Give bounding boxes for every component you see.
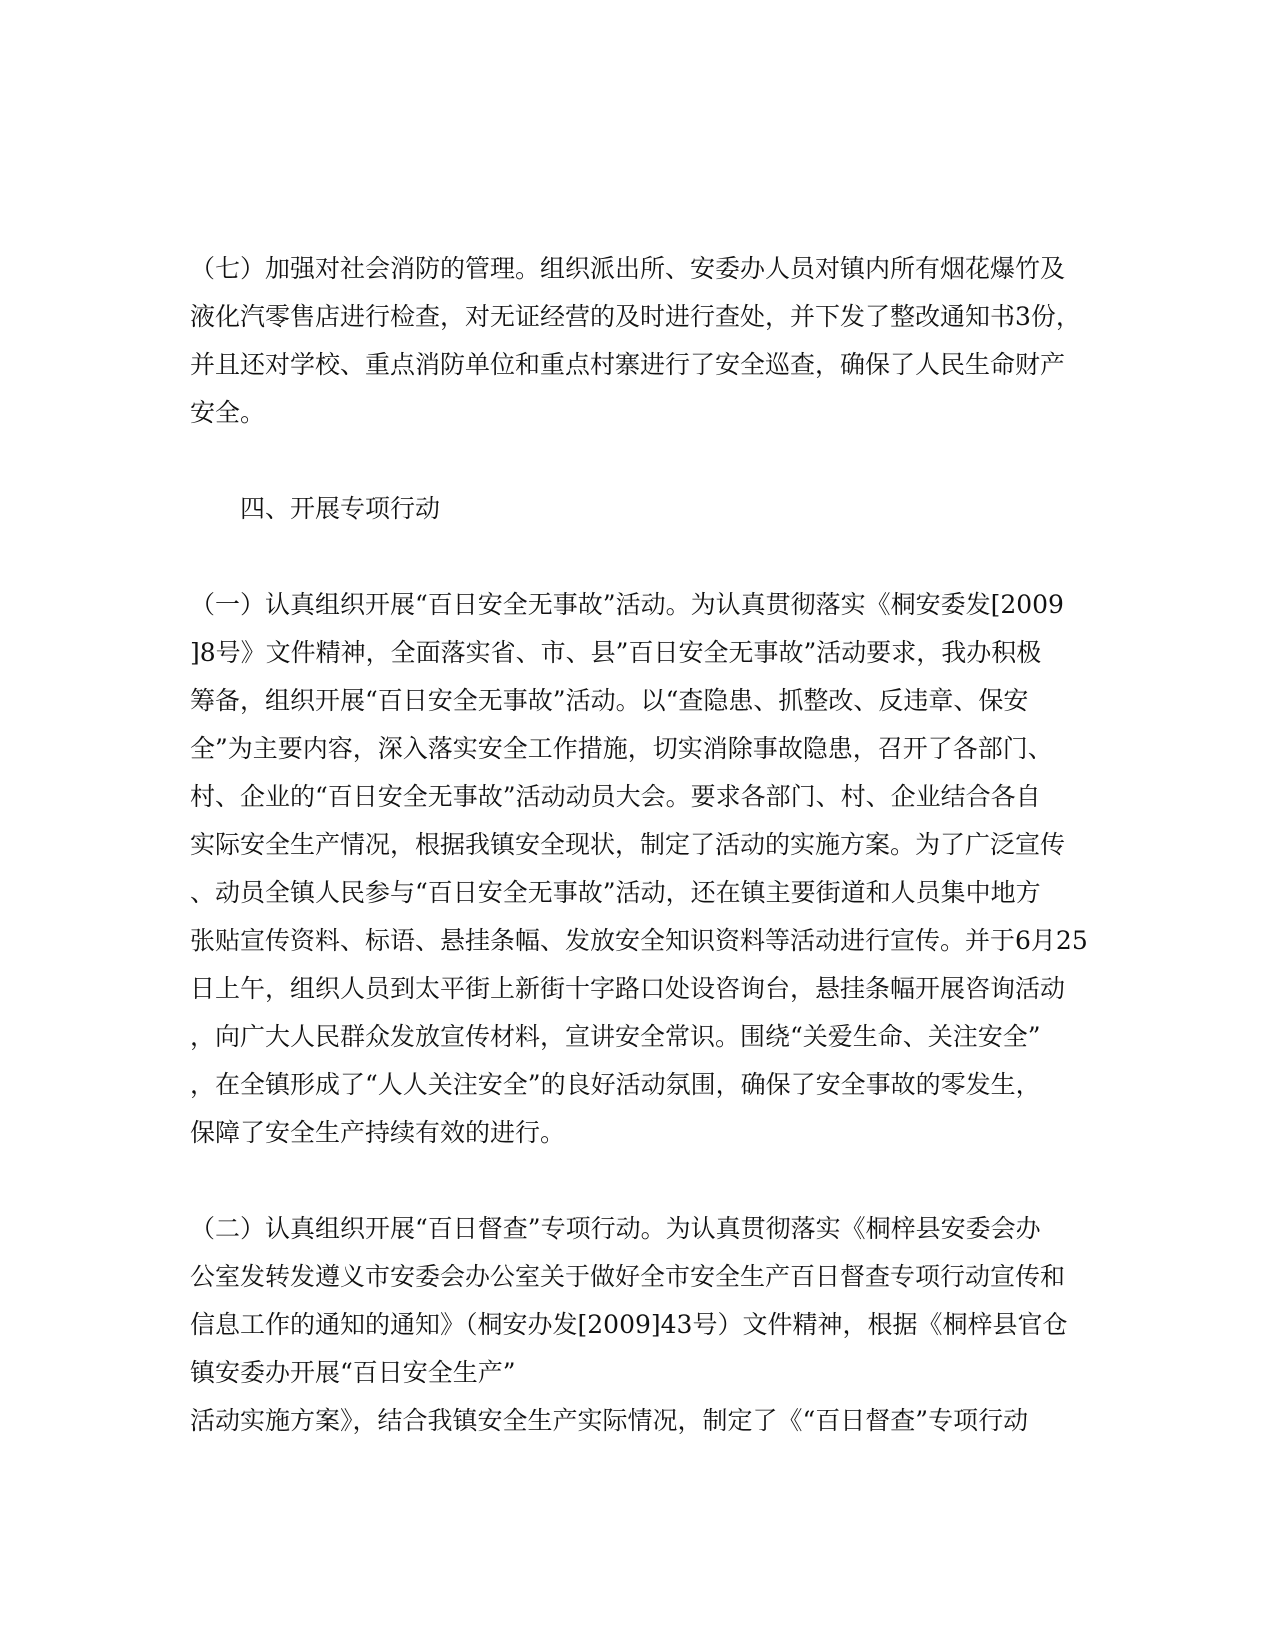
text-line: 活动实施方案》，结合我镇安全生产实际情况，制定了《“百日督查”专项行动 <box>190 1406 1029 1435</box>
text-line: 保障了安全生产持续有效的进行。 <box>190 1118 566 1147</box>
text-line: 张贴宣传资料、标语、悬挂条幅、发放安全知识资料等活动进行宣传。并于6月25 <box>190 926 1088 955</box>
text-line: ，在全镇形成了“人人关注安全”的良好活动氛围，确保了安全事故的零发生， <box>190 1070 1041 1099</box>
text-line: （一）认真组织开展“百日安全无事故”活动。为认真贯彻落实《桐安委发[2009 <box>190 590 1064 619</box>
text-line: 、动员全镇人民参与“百日安全无事故”活动，还在镇主要街道和人员集中地方 <box>190 878 1041 907</box>
paragraph-spacer <box>190 437 1080 485</box>
heading-line: 四、开展专项行动 <box>240 494 441 523</box>
text-line: （二）认真组织开展“百日督查”专项行动。为认真贯彻落实《桐梓县安委会办 <box>190 1214 1041 1243</box>
text-line: ，向广大人民群众发放宣传材料，宣讲安全常识。围绕“关爱生命、关注安全” <box>190 1022 1041 1051</box>
paragraph-spacer <box>190 1157 1080 1205</box>
text-line: 村、企业的“百日安全无事故”活动动员大会。要求各部门、村、企业结合各自 <box>190 782 1041 811</box>
text-line: 液化汽零售店进行检查，对无证经营的及时进行查处，并下发了整改通知书3份， <box>190 302 1081 331</box>
section-heading <box>190 485 1080 533</box>
text-line: 信息工作的通知的通知》（桐安办发[2009]43号）文件精神，根据《桐梓县官仓 <box>190 1310 1068 1339</box>
paragraph-hundred-days-inspection <box>190 1205 1080 1445</box>
text-line: 实际安全生产情况，根据我镇安全现状，制定了活动的实施方案。为了广泛宣传 <box>190 830 1066 859</box>
text-line: 并且还对学校、重点消防单位和重点村寨进行了安全巡查，确保了人民生命财产 <box>190 350 1066 379</box>
document-body <box>190 245 1088 1445</box>
paragraph-hundred-days-safety <box>190 581 1088 1157</box>
text-line: 公室发转发遵义市安委会办公室关于做好全市安全生产百日督查专项行动宣传和 <box>190 1262 1066 1291</box>
paragraph-fire-safety <box>190 245 1080 437</box>
text-line: 筹备，组织开展“百日安全无事故”活动。以“查隐患、抓整改、反违章、保安 <box>190 686 1029 715</box>
text-line: 日上午，组织人员到太平街上新街十字路口处设咨询台，悬挂条幅开展咨询活动 <box>190 974 1066 1003</box>
paragraph-spacer <box>190 533 1080 581</box>
text-line: 安全。 <box>190 398 266 427</box>
text-line: ]8号》文件精神，全面落实省、市、县”百日安全无事故”活动要求，我办积极 <box>190 638 1042 667</box>
text-line: （七）加强对社会消防的管理。组织派出所、安委办人员对镇内所有烟花爆竹及 <box>190 254 1066 283</box>
text-line: 全”为主要内容，深入落实安全工作措施，切实消除事故隐患，召开了各部门、 <box>190 734 1053 763</box>
text-line: 镇安委办开展“百日安全生产” <box>190 1358 516 1387</box>
